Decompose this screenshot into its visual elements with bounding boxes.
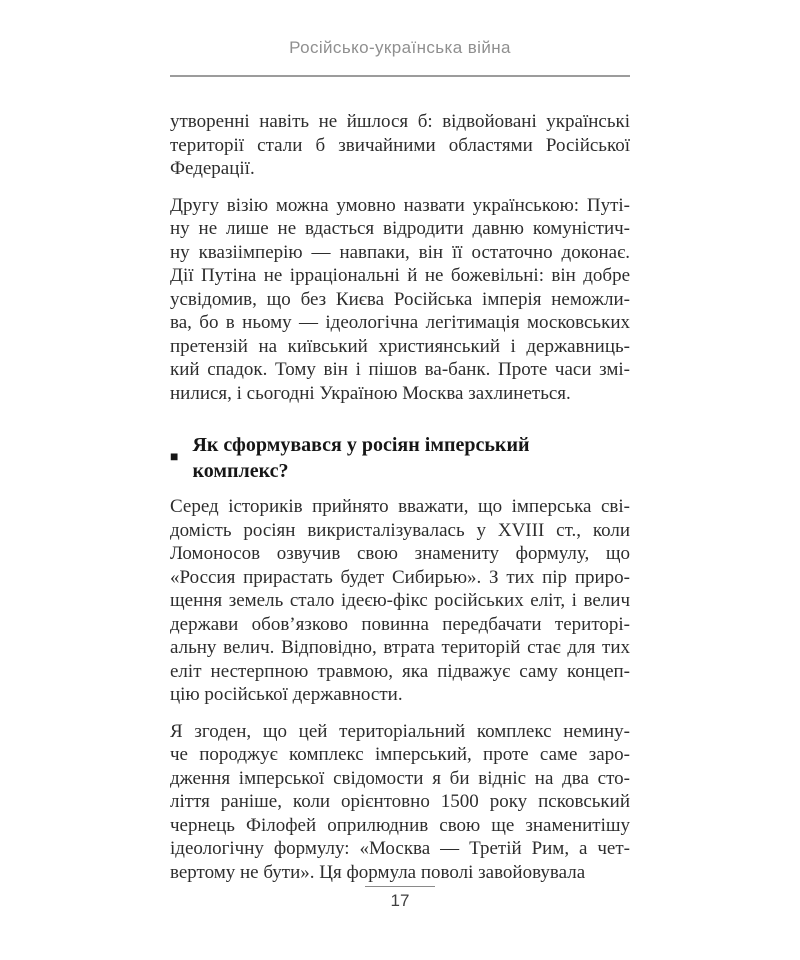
text-line: ліття раніше, коли орієнтовно 1500 року псковський xyxy=(170,791,630,812)
text-line: території стали б звичайними областями Російської xyxy=(170,134,630,156)
text-line: Другу візію можна умовно назвати українською: Путі- xyxy=(170,194,630,216)
text-line: «Россия прирастать будет Сибирью». З тих пір приро- xyxy=(170,566,630,588)
text-line: ідеологічну формулу: «Москва — Третій Рим, а чет- xyxy=(170,838,630,859)
header-rule xyxy=(170,75,630,77)
text-line: ну не лише не вдасться відродити давню комуністич- xyxy=(170,218,630,239)
text-line: претензій на київський християнський і державниць- xyxy=(170,335,630,357)
text-line: ну квазіімперію — навпаки, він її остаточно доконає. xyxy=(170,241,630,263)
text-line: нилися, і сьогодні Україною Москва захлинеться. xyxy=(170,382,571,404)
text-line: утворенні навіть не йшлося б: відвойовані українські xyxy=(170,111,630,132)
text-line: ва, бо в ньому — ідеологічна легітимація московських xyxy=(170,312,630,333)
text-line: Ломоносов озвучив свою знамениту формулу, що xyxy=(170,543,630,564)
text-line: Дії Путіна не ірраціональні й не божевільні: він добре xyxy=(170,265,630,286)
text-line: чернець Філофей оприлюднив свою ще знаменитішу xyxy=(170,814,630,836)
text-line: щення земель стало ідеєю-фікс російських еліт, і велич xyxy=(170,590,630,611)
running-header xyxy=(0,0,800,77)
page-footer xyxy=(0,886,800,911)
section-heading xyxy=(170,432,630,484)
running-header-title: Російсько-українська війна xyxy=(289,38,511,57)
text-line: еліт нестерпною травмою, яка підважує саму концеп- xyxy=(170,660,630,682)
text-line: че породжує комплекс імперський, проте саме заро- xyxy=(170,744,630,765)
paragraph xyxy=(170,194,630,406)
page-number: 17 xyxy=(390,891,410,910)
text-line: Серед істориків прийнято вважати, що імперська сві- xyxy=(170,496,630,517)
text-line: цію російської державности. xyxy=(170,684,403,705)
text-line: усвідомив, що без Києва Російська імперія неможли- xyxy=(170,288,630,310)
square-bullet-icon: ■ xyxy=(170,450,179,465)
page-body xyxy=(170,110,630,884)
paragraph xyxy=(170,720,630,885)
paragraph xyxy=(170,495,630,707)
text-line: Федерації. xyxy=(170,158,255,179)
paragraph xyxy=(170,110,630,181)
footer-rule xyxy=(365,886,435,887)
text-line: домість росіян викристалізувалась у XVIII ст., коли xyxy=(170,519,630,541)
text-line: держави обов’язково повинна передбачати територі- xyxy=(170,613,630,635)
section-heading-text: Як сформувався у росіян імперський комплекс? xyxy=(192,434,530,482)
text-line: дження імперської свідомости я би відніс на два сто- xyxy=(170,767,630,789)
text-line: кий спадок. Тому він і пішов ва-банк. Проте часи змі- xyxy=(170,359,630,380)
text-line: вертому не бути». Ця формула поволі завойовувала xyxy=(170,861,586,883)
text-line: Я згоден, що цей територіальний комплекс немину- xyxy=(170,720,630,742)
text-line: альну велич. Відповідно, втрата територій стає для тих xyxy=(170,637,630,658)
